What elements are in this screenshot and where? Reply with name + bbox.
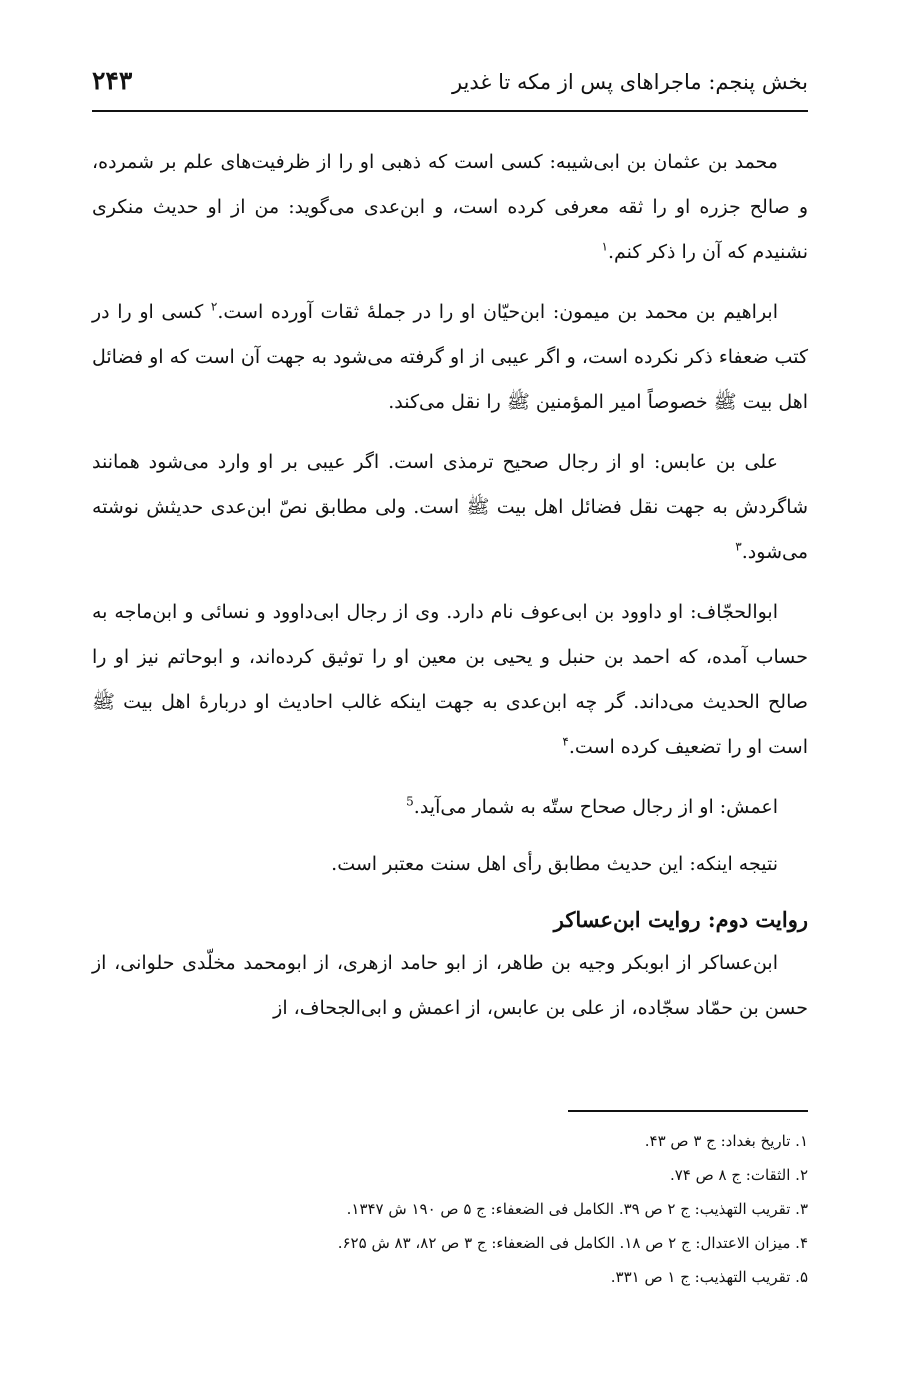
page-number: ۲۴۳: [92, 66, 133, 95]
footnote-ref-5: 5: [406, 794, 414, 809]
footnote-4: ۴. میزان الاعتدال: ج ۲ ص ۱۸. الکامل فی الضعفاء: ج ۳ ص ۸۲، ۸۳ ش ۶۲۵.: [337, 1234, 808, 1252]
footnote-5: ۵. تقریب التهذیب: ج ۱ ص ۳۳۱.: [610, 1268, 808, 1286]
paragraph-conclusion: [92, 842, 808, 887]
paragraph-text: اعمش: او از رجال صحاح ستّه به شمار می‌آید.: [413, 796, 778, 818]
paragraph-text: علی بن عابس: او از رجال صحیح ترمذی است. اگر عیبی بر او وارد می‌شود همانند شاگردش به جهت نقل فضائل اهل بیت ﷺ است. ولی مطابق نصّ ابن‌عدی حدیثش نوشته می‌شود.: [92, 451, 808, 563]
paragraph-abu-al-hajjaf: [92, 590, 808, 770]
section-heading: روایت دوم: روایت ابن‌عساکر: [553, 907, 808, 932]
running-title: بخش پنجم: ماجراهای پس از مکه تا غدیر: [451, 70, 808, 94]
paragraph-text: ابوالحجّاف: او داوود بن ابی‌عوف نام دارد. وی از رجال ابی‌داوود و نسائی و ابن‌ماجه به حساب آمده، که احمد بن حنبل و یحیی بن معین او را توثیق کرده‌اند، و ابوحاتم نیز او را صالح الحدیث می‌داند. گر چه ابن‌عدی به جهت اینکه غالب احادیث او دربارهٔ اهل بیت ﷺ است او را تضعیف کرده است.: [92, 601, 808, 758]
footnote-2: ۲. الثقات: ج ۸ ص ۷۴.: [669, 1166, 808, 1184]
page-header: [92, 62, 808, 112]
paragraph-ibrahim-ibn-muhammad: [92, 290, 808, 425]
paragraph-text: ابراهیم بن محمد بن میمون: ابن‌حیّان او را در جملهٔ ثقات آورده است.: [217, 301, 778, 323]
paragraph-text: نتیجه اینکه: این حدیث مطابق رأی اهل سنت معتبر است.: [331, 853, 778, 875]
paragraph-text: ابن‌عساکر از ابوبکر وجیه بن طاهر، از ابو حامد ازهری، از ابومحمد مخلّدی حلوانی، از حسن بن حمّاد سجّاده، از علی بن عابس، از اعمش و ابی‌الجحاف، از: [92, 952, 808, 1019]
footnote-3: ۳. تقریب التهذیب: ج ۲ ص ۳۹. الکامل فی الضعفاء: ج ۵ ص ۱۹۰ ش ۱۳۴۷.: [346, 1200, 808, 1218]
footnote-divider: [568, 1110, 808, 1112]
paragraph-ali-ibn-abis: [92, 440, 808, 575]
footnote-1: ۱. تاریخ بغداد: ج ۳ ص ۴۳.: [644, 1132, 808, 1150]
paragraph-text-continued: کسی او را در کتب ضعفاء ذکر نکرده است، و اگر عیبی از او گرفته می‌شود به جهت آن است که او فضائل اهل بیت ﷺ خصوصاً امیر المؤمنین ﷺ را نقل می‌کند.: [92, 301, 808, 413]
footnote-ref-2: ۲: [210, 299, 218, 314]
paragraph-amash: [92, 785, 808, 830]
footnotes-list: [92, 1124, 808, 1294]
main-text: [92, 140, 808, 1046]
paragraph-muhammad-ibn-uthman: [92, 140, 808, 275]
paragraph-ibn-asakir: [92, 941, 808, 1031]
footnote-ref-3: ۳: [735, 539, 742, 554]
footnote-ref-4: ۴: [562, 734, 569, 749]
paragraph-text: محمد بن عثمان بن ابی‌شیبه: کسی است که ذهبی او را از ظرفیت‌های علم بر شمرده، و صالح جزره او را ثقه معرفی کرده است، و ابن‌عدی می‌گوید: من از او حدیث منکری نشنیدم که آن را ذکر کنم.: [92, 151, 808, 263]
footnote-ref-1: ۱: [601, 239, 608, 254]
